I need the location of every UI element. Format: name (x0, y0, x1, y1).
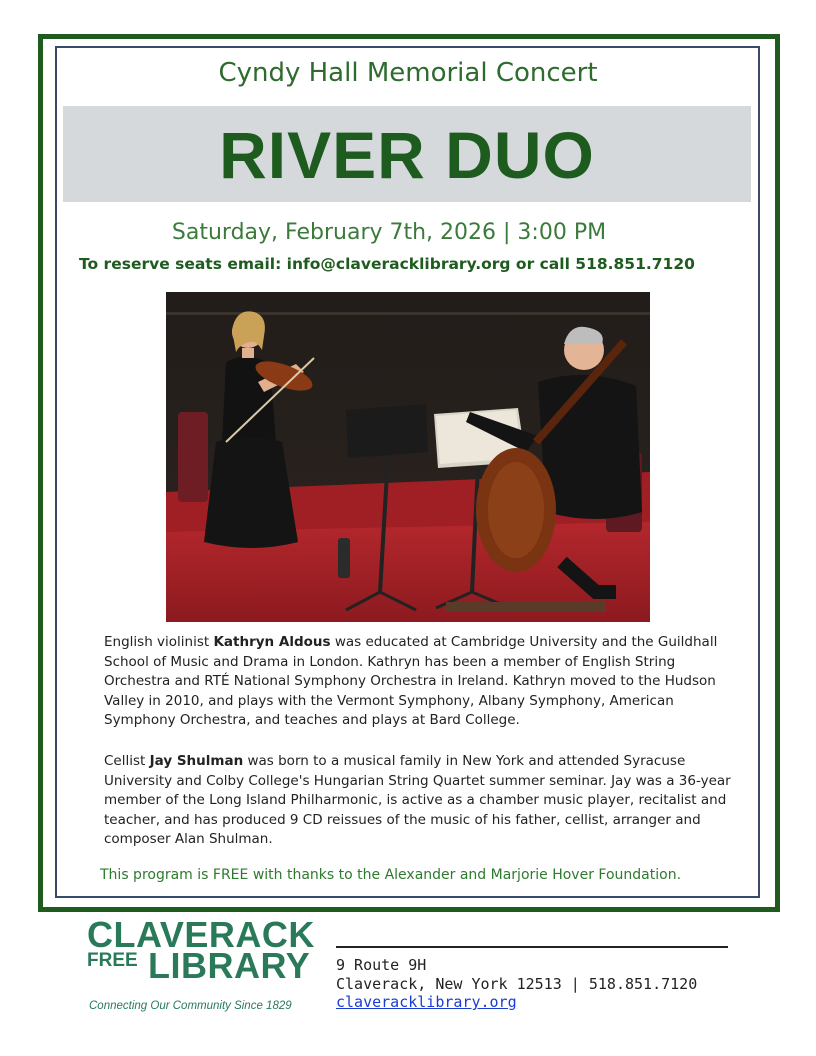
violinist-bio-intro: English violinist (104, 634, 214, 650)
cellist-bio-text: was born to a musical family in New York and attended Syracuse University and Colby College's Hungarian String Quartet summer seminar. Jay was a 36-year member of the Long Island Philharmonic, is active as a chamber music player, recitalist and teacher, and has produced 9 CD reissues of the music of his father, cellist, arranger and composer Alan Shulman. (104, 753, 731, 847)
library-logo-free: FREE (87, 950, 138, 971)
address-city-phone: Claverack, New York 12513 | 518.851.7120 (336, 975, 698, 993)
concert-subtitle: Cyndy Hall Memorial Concert (218, 58, 598, 88)
event-date-time: Saturday, February 7th, 2026 | 3:00 PM (171, 220, 607, 245)
cellist-bio-intro: Cellist (104, 753, 150, 769)
performers-photo-illustration (166, 292, 650, 622)
address-divider (336, 946, 728, 948)
cellist-bio (104, 752, 744, 850)
sponsor-thanks: This program is FREE with thanks to the Alexander and Marjorie Hover Foundation. (100, 867, 682, 883)
website-link[interactable]: claveracklibrary.org (336, 993, 517, 1011)
reservation-info: To reserve seats email: info@claveracklibrary.org or call 518.851.7120 (79, 255, 695, 273)
address-street: 9 Route 9H (336, 956, 427, 974)
violinist-bio-text: was educated at Cambridge University and the Guildhall School of Music and Drama in London. Kathryn has been a member of English String Orchestra and RTÉ National Symphony Orchestra in Ireland. Kathryn moved to the Hudson Valley in 2010, and plays with the Vermont Symphony, Albany Symphony, American Symphony Orchestra, and teaches and plays at Bard College. (104, 634, 718, 728)
performers-photo (166, 292, 650, 622)
library-logo-line2: LIBRARY (148, 945, 311, 986)
cellist-name: Jay Shulman (149, 753, 244, 769)
library-logo-line1: CLAVERACK (87, 914, 315, 955)
violinist-bio (104, 633, 744, 731)
library-tagline: Connecting Our Community Since 1829 (89, 1000, 292, 1012)
page-title: RIVER DUO (219, 118, 595, 192)
violinist-name: Kathryn Aldous (213, 634, 331, 650)
